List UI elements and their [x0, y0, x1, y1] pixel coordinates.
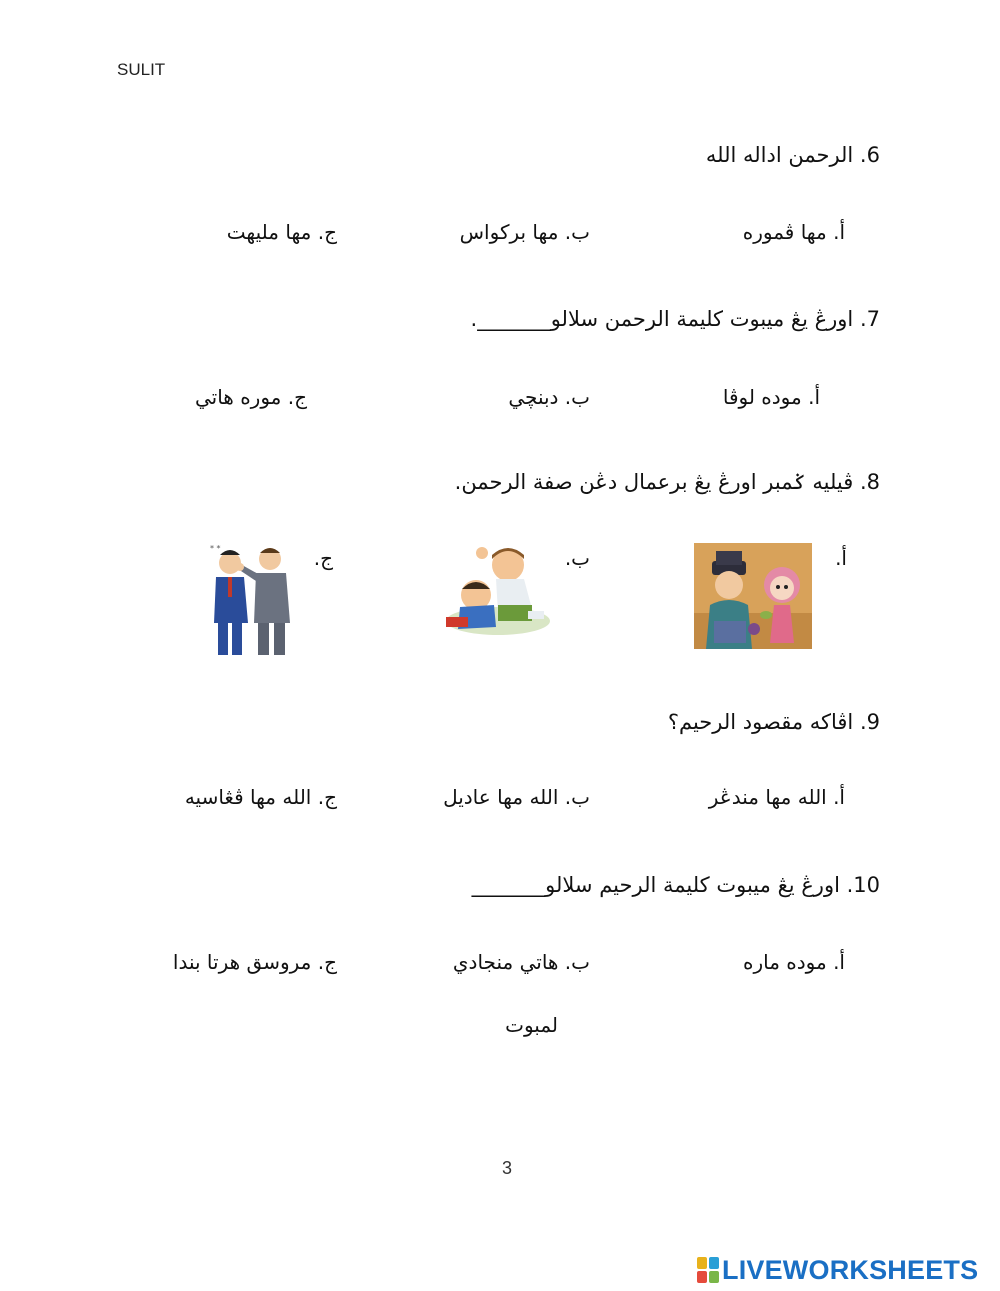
- q10-option-a[interactable]: أ. موده ماره: [742, 950, 845, 974]
- question-7-text: 7. اورڠ يڠ ميبوت كليمة الرحمن سلالو_______.: [470, 307, 880, 331]
- q9-option-c[interactable]: ج. الله مها ڤڠاسيه: [184, 785, 337, 809]
- men-fighting-image[interactable]: [204, 543, 300, 659]
- q8-option-a-label[interactable]: أ.: [835, 546, 847, 570]
- woman-giving-to-beggar-image[interactable]: [694, 543, 812, 649]
- question-6-text: 6. الرحمن اداله الله: [705, 143, 880, 167]
- q8-option-b-label[interactable]: ب.: [564, 546, 590, 570]
- q10-option-c[interactable]: ج. مروسق هرتا بندا: [172, 950, 337, 974]
- svg-text:* *: * *: [210, 544, 221, 553]
- header-label: SULIT: [117, 60, 166, 79]
- question-9-text: 9. اڤاكه مقصود الرحيم؟: [667, 710, 880, 734]
- liveworksheets-brand-text: LIVEWORKSHEETS: [722, 1254, 979, 1285]
- q9-option-a[interactable]: أ. الله مها مندڠر: [708, 785, 845, 809]
- q8-option-c-label[interactable]: ج.: [313, 546, 333, 570]
- liveworksheets-logo-icon: [697, 1257, 719, 1283]
- q9-option-b[interactable]: ب. الله مها عاديل: [443, 785, 590, 809]
- q7-option-a[interactable]: أ. موده لوڤا: [722, 385, 820, 409]
- q10-option-b-continuation: لمبوت: [505, 1013, 558, 1037]
- q7-option-b[interactable]: ب. دبنچي: [508, 385, 590, 409]
- page-number: 3: [502, 1158, 513, 1178]
- boys-fighting-image[interactable]: [440, 543, 558, 641]
- q6-option-c[interactable]: ج. مها مليهت: [226, 220, 337, 244]
- question-10-text: 10. اورڠ يڠ ميبوت كليمة الرحيم سلالو_______: [471, 873, 880, 897]
- q6-option-a[interactable]: أ. مها ڤموره: [742, 220, 845, 244]
- q6-option-b[interactable]: ب. مها بركواس: [459, 220, 590, 244]
- q10-option-b[interactable]: ب. هاتي منجادي: [452, 950, 590, 974]
- q7-option-c[interactable]: ج. موره هاتي: [194, 385, 307, 409]
- liveworksheets-logo[interactable]: [697, 1255, 978, 1285]
- question-8-text: 8. ڤيليه ݢمبر اورڠ يڠ برعمال دڠن صفة الرحمن.: [454, 470, 880, 494]
